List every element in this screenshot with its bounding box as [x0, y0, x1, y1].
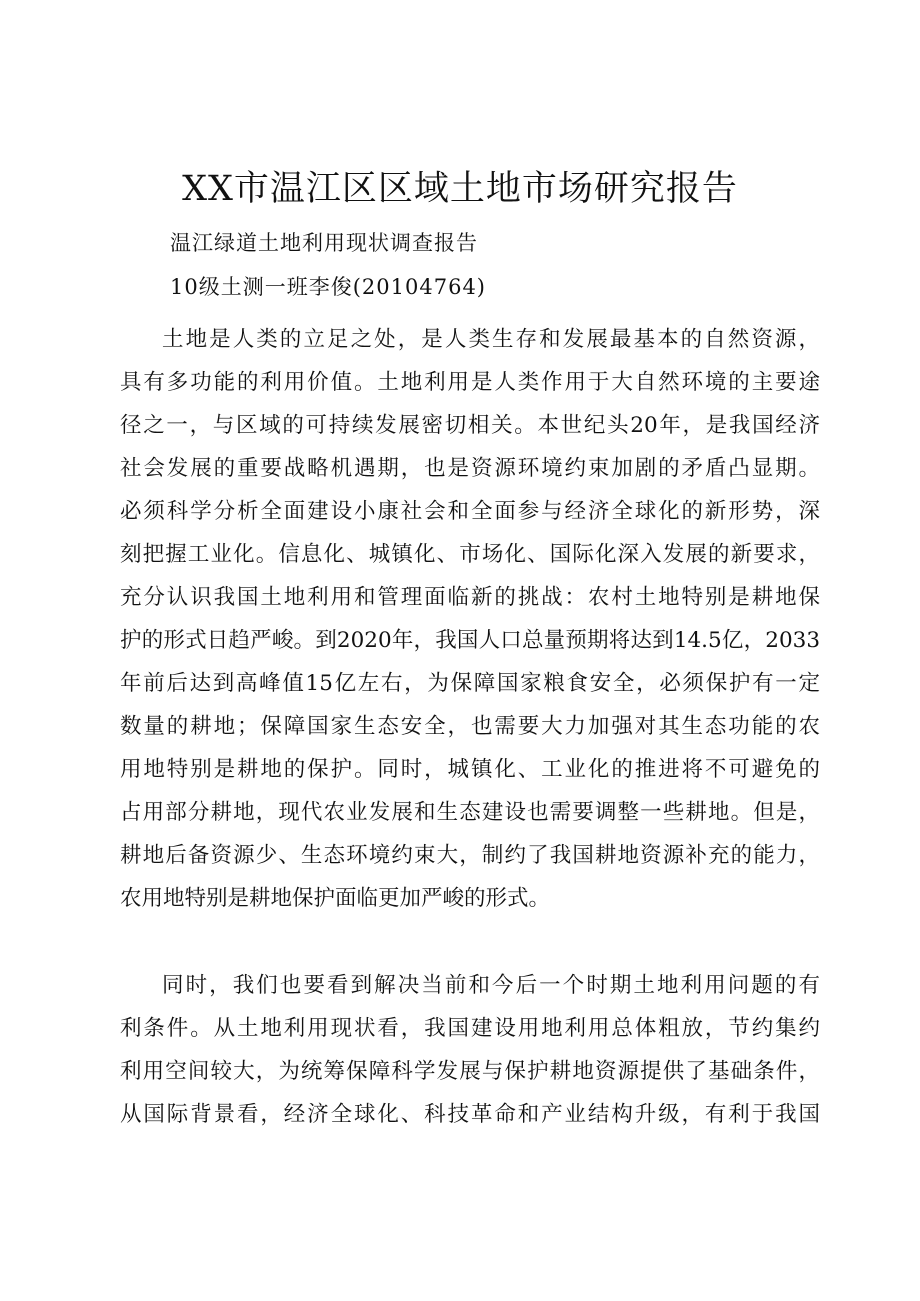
- document-title: XX市温江区区域土地市场研究报告: [182, 169, 738, 209]
- paragraph-line: 具有多功能的利用价值。土地利用是人类作用于大自然环境的主要途: [120, 370, 820, 395]
- paragraph-line: 年前后达到高峰值15亿左右，为保障国家粮食安全，必须保护有一定: [120, 671, 820, 696]
- paragraph-line: 社会发展的重要战略机遇期，也是资源环境约束加剧的矛盾凸显期。: [120, 456, 820, 481]
- paragraph-line: 径之一，与区域的可持续发展密切相关。本世纪头20年，是我国经济: [120, 413, 820, 438]
- paragraph-line: 耕地后备资源少、生态环境约束大，制约了我国耕地资源补充的能力，: [120, 843, 820, 868]
- paragraph-line: 占用部分耕地，现代农业发展和生态建设也需要调整一些耕地。但是，: [120, 800, 820, 825]
- paragraph-line: 护的形式日趋严峻。到2020年，我国人口总量预期将达到14.5亿，2033: [120, 628, 820, 653]
- paragraph-line: 同时，我们也要看到解决当前和今后一个时期土地利用问题的有: [162, 973, 820, 998]
- paragraph-line: 从国际背景看，经济全球化、科技革命和产业结构升级，有利于我国: [120, 1102, 820, 1127]
- paragraph-line: 农用地特别是耕地保护面临更加严峻的形式。: [120, 886, 551, 911]
- paragraph-line: 数量的耕地；保障国家生态安全，也需要大力加强对其生态功能的农: [120, 714, 820, 739]
- paragraph-1: [120, 318, 820, 920]
- paragraph-line: 土地是人类的立足之处，是人类生存和发展最基本的自然资源，: [162, 327, 820, 352]
- paragraph-line: 充分认识我国土地利用和管理面临新的挑战：农村土地特别是耕地保: [120, 585, 820, 610]
- document-author: 10级土测一班李俊(20104764): [170, 275, 486, 299]
- document-subtitle: 温江绿道土地利用现状调查报告: [170, 231, 478, 255]
- paragraph-line: 刻把握工业化。信息化、城镇化、市场化、国际化深入发展的新要求，: [120, 542, 820, 567]
- paragraph-2: [120, 964, 820, 1136]
- paragraph-line: 用地特别是耕地的保护。同时，城镇化、工业化的推进将不可避免的: [120, 757, 820, 782]
- paragraph-line: 必须科学分析全面建设小康社会和全面参与经济全球化的新形势，深: [120, 499, 820, 524]
- paragraph-line: 利用空间较大，为统筹保障科学发展与保护耕地资源提供了基础条件，: [120, 1059, 820, 1084]
- paragraph-line: 利条件。从土地利用现状看，我国建设用地利用总体粗放，节约集约: [120, 1016, 820, 1041]
